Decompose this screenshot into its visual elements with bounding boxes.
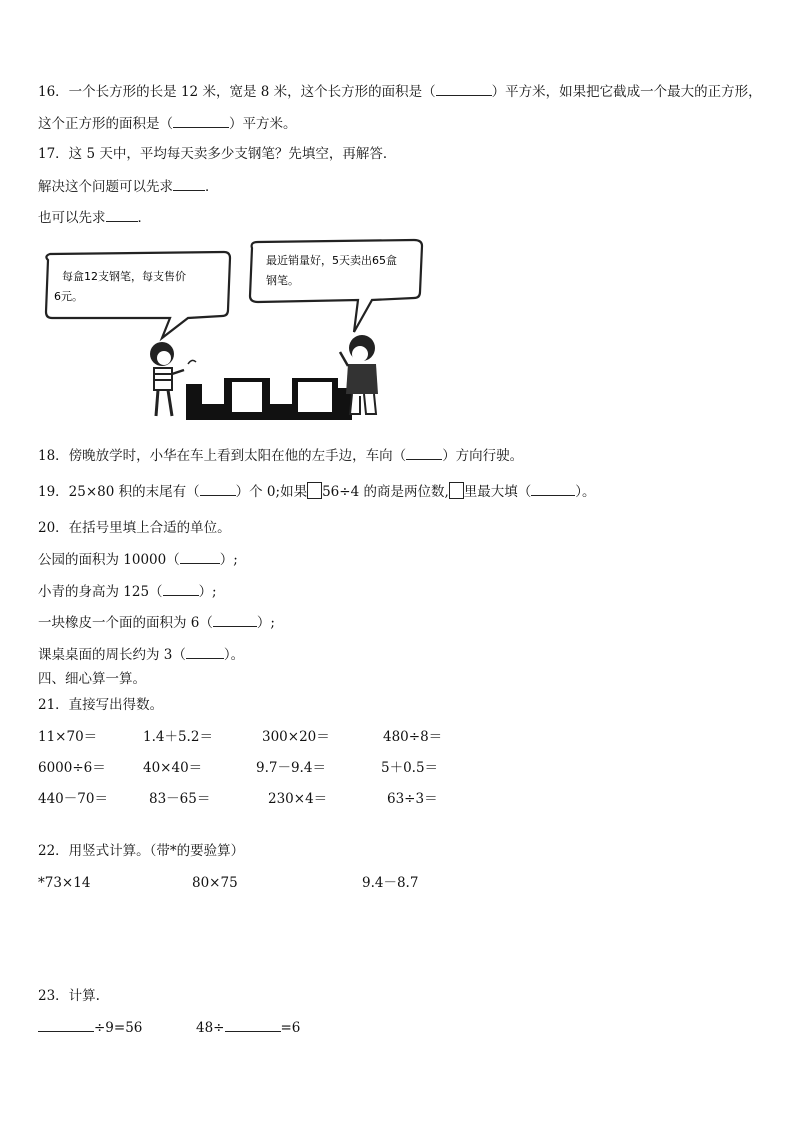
q21-r1-c4: 480÷8＝ bbox=[383, 729, 443, 745]
q23-item-1: ÷9=56 bbox=[38, 1018, 142, 1037]
q22-item-1: *73×14 bbox=[38, 875, 91, 891]
q17-line-1: 解决这个问题可以先求 ． bbox=[38, 179, 219, 195]
q20-blank-3[interactable] bbox=[213, 613, 257, 627]
q19-line: 19．25×80 积的末尾有（ ）个 0;如果 56÷4 的商是两位数, 里最大填（ ）。 bbox=[38, 484, 596, 500]
q21-r3-c4: 63÷3＝ bbox=[387, 791, 438, 807]
q16-area-blank[interactable] bbox=[436, 82, 492, 96]
q16-square-area-blank[interactable] bbox=[173, 114, 229, 128]
q17-blank-1[interactable] bbox=[173, 177, 205, 191]
q19-max-digit-blank[interactable] bbox=[531, 482, 575, 496]
q21-r3-c3: 230×4＝ bbox=[268, 791, 328, 807]
q21-r3-c2: 83－65＝ bbox=[149, 791, 211, 807]
q23-divisor-blank[interactable] bbox=[225, 1018, 281, 1032]
q21-r2-c3: 9.7－9.4＝ bbox=[256, 760, 326, 776]
q20-item-2: 小青的身高为 125（ ）; bbox=[38, 584, 217, 600]
q23-title: 23．计算. bbox=[38, 988, 100, 1004]
q18-line: 18．傍晚放学时，小华在车上看到太阳在他的左手边，车向（ ）方向行驶。 bbox=[38, 448, 524, 464]
q21-r1-c2: 1.4＋5.2＝ bbox=[143, 729, 213, 745]
q23-dividend-blank[interactable] bbox=[38, 1018, 94, 1032]
q17-blank-2[interactable] bbox=[106, 208, 138, 222]
q16-line-1: 16．一个长方形的长是 12 米，宽是 8 米，这个长方形的面积是（ ）平方米，如果把它截成一个最大的正方形， bbox=[38, 84, 762, 100]
left-bubble-text-1: 每盒12支钢笔，每支售价 bbox=[62, 270, 186, 283]
q20-item-3: 一块橡皮一个面的面积为 6（ ）; bbox=[38, 615, 275, 631]
q20-blank-4[interactable] bbox=[186, 645, 224, 659]
q20-blank-1[interactable] bbox=[180, 550, 220, 564]
q20-title: 20．在括号里填上合适的单位。 bbox=[38, 520, 231, 536]
q20-item-4: 课桌桌面的周长约为 3（ ）。 bbox=[38, 647, 245, 663]
illustration-drawing bbox=[38, 238, 426, 424]
right-bubble-text-2: 钢笔。 bbox=[266, 274, 299, 287]
q22-item-3: 9.4－8.7 bbox=[362, 875, 419, 891]
q17-title: 17．这 5 天中，平均每天卖多少支钢笔？先填空，再解答． bbox=[38, 146, 397, 162]
q21-r2-c2: 40×40＝ bbox=[143, 760, 203, 776]
q20-item-1: 公园的面积为 10000（ ）; bbox=[38, 552, 238, 568]
q19-zeros-blank[interactable] bbox=[200, 482, 236, 496]
q22-title: 22．用竖式计算。（带*的要验算） bbox=[38, 843, 245, 859]
left-bubble-text-2: 6元。 bbox=[54, 290, 83, 303]
q19-digit-box-2[interactable] bbox=[449, 482, 464, 499]
q21-r2-c4: 5＋0.5＝ bbox=[381, 760, 439, 776]
q16-line-2: 这个正方形的面积是（ ）平方米。 bbox=[38, 116, 297, 132]
q21-r1-c3: 300×20＝ bbox=[262, 729, 330, 745]
q22-item-2: 80×75 bbox=[192, 875, 238, 891]
q21-r3-c1: 440－70＝ bbox=[38, 791, 108, 807]
pen-boxes bbox=[186, 378, 352, 420]
q19-digit-box-1[interactable] bbox=[307, 482, 322, 499]
right-bubble-text-1: 最近销量好，5天卖出65盒 bbox=[266, 254, 397, 267]
q17-line-2: 也可以先求 ． bbox=[38, 210, 151, 226]
q21-title: 21．直接写出得数。 bbox=[38, 697, 164, 713]
section-4-heading: 四、细心算一算。 bbox=[38, 671, 146, 687]
q20-blank-2[interactable] bbox=[163, 582, 199, 596]
q21-r1-c1: 11×70＝ bbox=[38, 729, 98, 745]
q17-illustration bbox=[38, 238, 426, 424]
q23-item-2: 48÷ =6 bbox=[196, 1020, 301, 1036]
q21-r2-c1: 6000÷6＝ bbox=[38, 760, 106, 776]
q18-direction-blank[interactable] bbox=[406, 446, 442, 460]
